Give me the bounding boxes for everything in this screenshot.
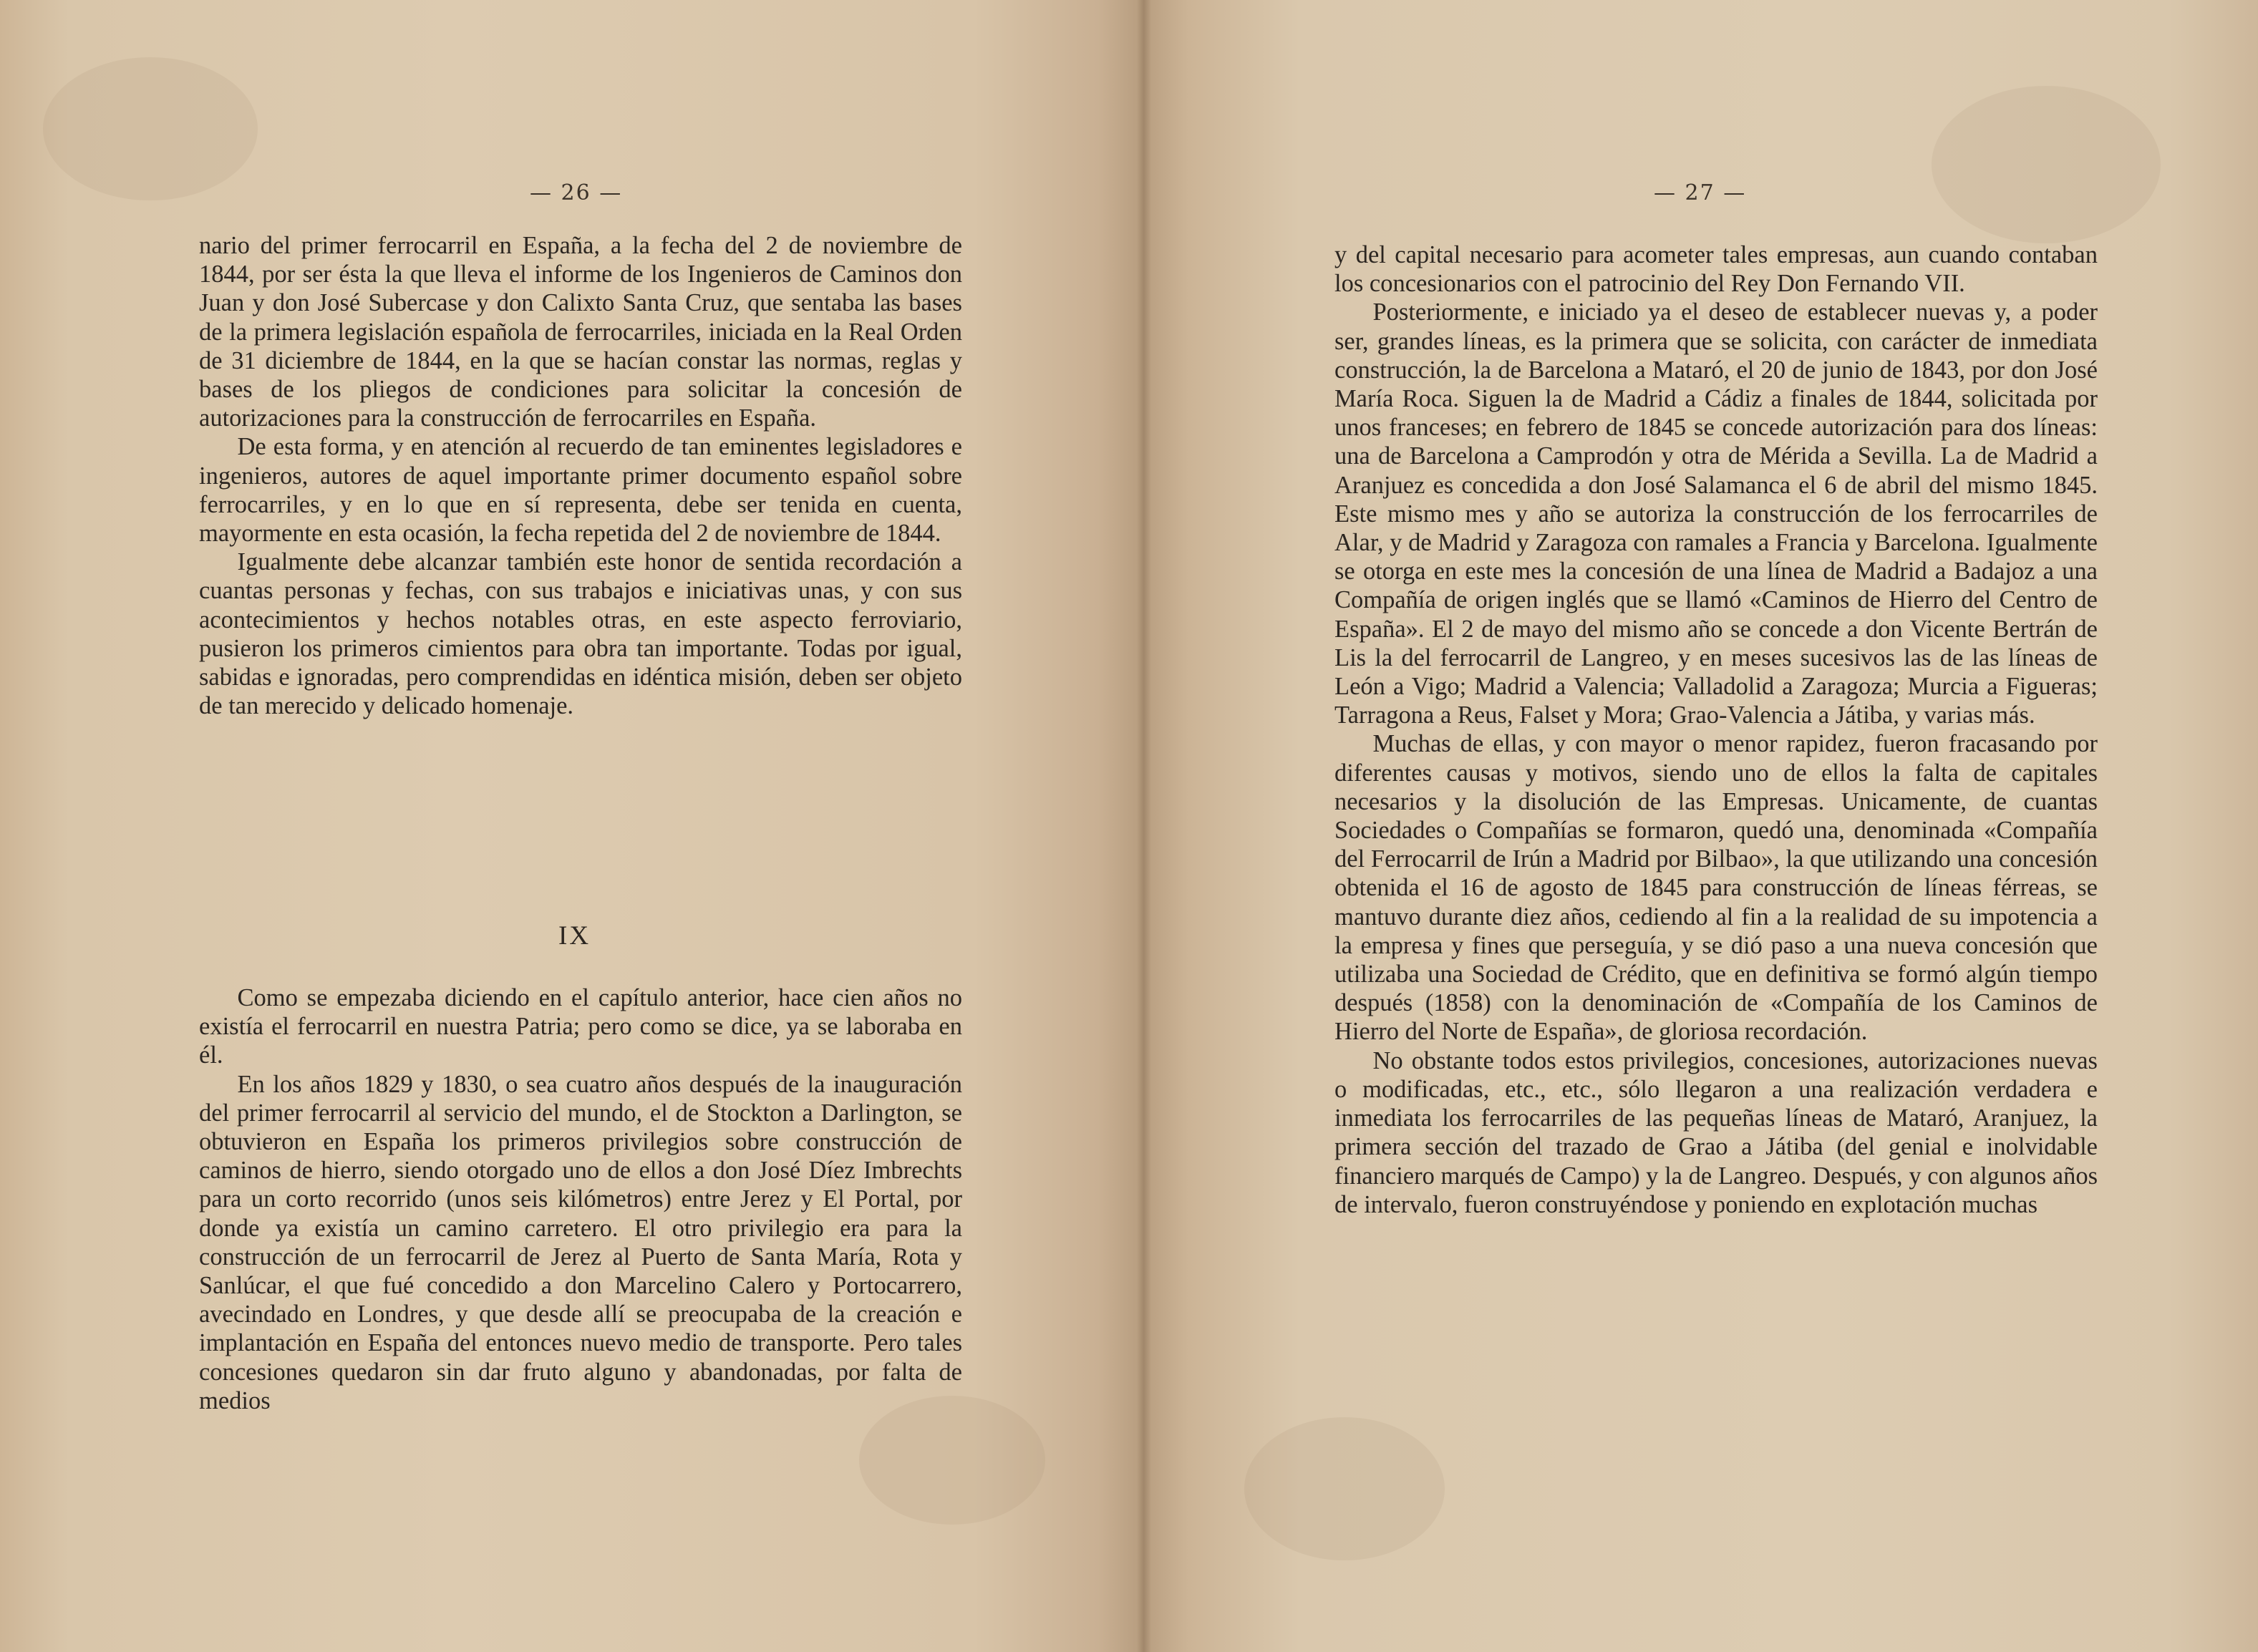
- paper-stain: [1244, 1417, 1445, 1560]
- left-text-bottom: [199, 983, 962, 1415]
- paragraph: y del capital necesario para acometer tales empresas, aun cuando contaban los concesionarios con el patrocinio del Rey Don Fernando VII.: [1334, 241, 2098, 298]
- paper-stain: [43, 57, 258, 200]
- right-text: [1334, 240, 2098, 1219]
- paragraph: De esta forma, y en atención al recuerdo de tan eminentes legisladores e ingenieros, autores de aquel importante primer documento español sobre ferrocarriles, y en lo que en sí representa, debe ser tenida en cuenta, mayormente en esta ocasión, la fecha repetida del 2 de noviembre de 1844.: [199, 433, 962, 548]
- paragraph: Muchas de ellas, y con mayor o menor rapidez, fueron fracasando por diferentes causas y motivos, siendo uno de ellos la falta de capitales necesarios y la disolución de las Empresas. Unicamente, de cuantas Sociedades o Compañías se formaron, quedó una, denominada «Compañía del Ferrocarril de Irún a Madrid por Bilbao», la que utilizando una concesión obtenida el 16 de agosto de 1845 para construcción de líneas férreas, se mantuvo durante diez años, cediendo al fin a la realidad de su impotencia a la empresa y fines que perseguía, y se dió paso a una nueva concesión que utilizaba una Sociedad de Crédito, que en definitiva se formó algún tiempo después (1858) con la denominación de «Compañía de los Caminos de Hierro del Norte de España», de gloriosa recordación.: [1334, 730, 2098, 1046]
- paragraph: Igualmente debe alcanzar también este honor de sentida recordación a cuantas personas y fechas, con sus trabajos e iniciativas unas, y con sus acontecimientos y hechos notables otras, en este aspecto ferroviario, pusieron los primeros cimientos para obra tan importante. Todas por igual, sabidas e ignoradas, pero comprendidas en idéntica misión, deben ser objeto de tan merecido y delicado homenaje.: [199, 548, 962, 720]
- chapter-heading: IX: [558, 921, 591, 951]
- paper-stain: [1932, 86, 2161, 243]
- paragraph: Como se empezaba diciendo en el capítulo anterior, hace cien años no existía el ferrocarril en nuestra Patria; pero como se dice, ya se laboraba en él.: [199, 984, 962, 1069]
- paragraph: En los años 1829 y 1830, o sea cuatro años después de la inauguración del primer ferrocarril al servicio del mundo, el de Stockton a Darlington, se obtuvieron en España los primeros privilegios sobre construcción de caminos de hierro, siendo otorgado uno de ellos a don José Díez Imbrechts para un corto recorrido (unos seis kilómetros) entre Jerez y El Portal, por donde ya existía un camino carretero. El otro privilegio era para la construcción de un ferrocarril de Jerez al Puerto de Santa María, Rota y Sanlúcar, el que fué concedido a don Marcelino Calero y Portocarrero, avecindado en Londres, y que desde allí se preocupaba de la creación e implantación en España del entonces nuevo medio de transporte. Pero tales concesiones quedaron sin dar fruto alguno y abandonadas, por falta de medios: [199, 1070, 962, 1414]
- paragraph: nario del primer ferrocarril en España, a la fecha del 2 de noviembre de 1844, por ser ésta la que lleva el informe de los Ingenieros de Caminos don Juan y don José Subercase y don Calixto Santa Cruz, que sentaba las bases de la primera legislación española de ferrocarriles, iniciada en la Real Orden de 31 diciembre de 1844, en la que se hacían constar las normas, reglas y bases de los pliegos de condiciones para solicitar la concesión de autorizaciones para la construcción de ferrocarriles en España.: [199, 232, 962, 432]
- right-page: [1144, 0, 2258, 1652]
- book-gutter: [1137, 0, 1151, 1652]
- page-number: — 26 —: [530, 180, 623, 205]
- paragraph: No obstante todos estos privilegios, concesiones, autorizaciones nuevas o modificadas, etc., etc., sólo llegaron a una realización verdadera e inmediata los ferrocarriles de las pequeñas líneas de Mataró, Aranjuez, la primera sección del trazado de Grao a Játiba (del genial e inolvidable financiero marqués de Campo) y la de Langreo. Después, y con algunos años de intervalo, fueron construyéndose y poniendo en explotación muchas: [1334, 1046, 2098, 1218]
- left-text-top: [199, 231, 962, 720]
- page-number: — 27 —: [1654, 180, 1747, 205]
- paragraph: Posteriormente, e iniciado ya el deseo de establecer nuevas y, a poder ser, grandes líneas, es la primera que se solicita, con carácter de inmediata construcción, la de Barcelona a Mataró, el 20 de junio de 1843, por don José María Roca. Siguen la de Madrid a Cádiz a finales de 1844, solicitada por unos franceses; en febrero de 1845 se concede autorización para dos líneas: una de Barcelona a Camprodón y otra de Mérida a Sevilla. La de Madrid a Aranjuez es concedida a don José Salamanca el 6 de abril del mismo 1845. Este mismo mes y año se autoriza la construcción de los ferrocarriles de Alar, y de Madrid y Zaragoza con ramales a Francia y Barcelona. Igualmente se otorga en este mes la concesión de una línea de Madrid a Badajoz a una Compañía de origen inglés que se llamó «Caminos de Hierro del Centro de España». El 2 de mayo del mismo año se concede a don Vicente Bertrán de Lis la del ferrocarril de Langreo, y en meses sucesivos las de las líneas de León a Vigo; Madrid a Valencia; Valladolid a Zaragoza; Murcia a Figueras; Tarragona a Reus, Falset y Mora; Grao-Valencia a Játiba, y varias más.: [1334, 298, 2098, 729]
